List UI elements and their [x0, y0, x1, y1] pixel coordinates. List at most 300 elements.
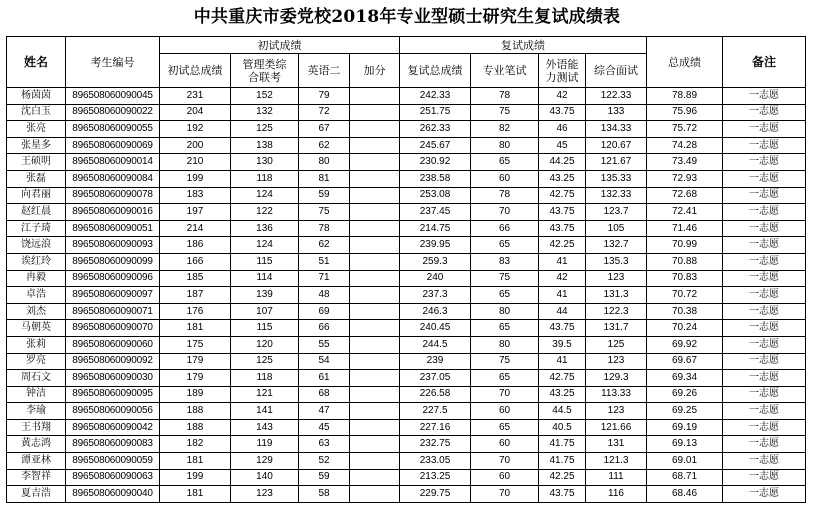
table-row	[7, 403, 806, 420]
written-cell: 70	[471, 486, 539, 503]
total-cell: 68.71	[647, 469, 723, 486]
english2-cell: 79	[299, 88, 350, 105]
bonus-cell	[350, 287, 400, 304]
exam-id-cell: 896508060090071	[66, 303, 160, 320]
written-cell: 60	[471, 436, 539, 453]
exam-id-cell: 896508060090051	[66, 220, 160, 237]
foreign-lang-cell: 43.25	[539, 170, 586, 187]
written-cell: 78	[471, 187, 539, 204]
total-cell: 70.99	[647, 237, 723, 254]
mgmt-joint-cell: 118	[231, 170, 299, 187]
mgmt-joint-cell: 122	[231, 204, 299, 221]
foreign-lang-cell: 45	[539, 137, 586, 154]
remark-cell: 一志愿	[723, 187, 806, 204]
foreign-lang-cell: 43.75	[539, 104, 586, 121]
english2-cell: 55	[299, 336, 350, 353]
foreign-lang-cell: 41	[539, 353, 586, 370]
remark-cell: 一志愿	[723, 303, 806, 320]
prelim-total-cell: 187	[160, 287, 231, 304]
table-row	[7, 187, 806, 204]
prelim-total-cell: 197	[160, 204, 231, 221]
remark-cell: 一志愿	[723, 170, 806, 187]
foreign-lang-cell: 46	[539, 121, 586, 138]
prelim-total-cell: 176	[160, 303, 231, 320]
written-cell: 65	[471, 237, 539, 254]
remark-cell: 一志愿	[723, 220, 806, 237]
prelim-total-cell: 204	[160, 104, 231, 121]
foreign-lang-cell: 42.75	[539, 187, 586, 204]
mgmt-joint-cell: 132	[231, 104, 299, 121]
english2-cell: 54	[299, 353, 350, 370]
written-cell: 70	[471, 453, 539, 470]
exam-id-cell: 896508060090063	[66, 469, 160, 486]
interview-cell: 121.3	[586, 453, 647, 470]
mgmt-joint-cell: 123	[231, 486, 299, 503]
english2-cell: 78	[299, 220, 350, 237]
prelim-total-cell: 231	[160, 88, 231, 105]
written-cell: 75	[471, 104, 539, 121]
table-row	[7, 253, 806, 270]
name-cell: 刘杰	[7, 303, 66, 320]
header-written: 专业笔试	[471, 54, 539, 88]
page-title: 中共重庆市委党校2018年专业型硕士研究生复试成绩表	[193, 7, 621, 27]
table-row	[7, 353, 806, 370]
remark-cell: 一志愿	[723, 204, 806, 221]
table-row	[7, 386, 806, 403]
exam-id-cell: 896508060090099	[66, 253, 160, 270]
exam-id-cell: 896508060090078	[66, 187, 160, 204]
bonus-cell	[350, 403, 400, 420]
header-remark: 备注	[723, 37, 806, 88]
interview-cell: 132.7	[586, 237, 647, 254]
table-row	[7, 469, 806, 486]
remark-cell: 一志愿	[723, 419, 806, 436]
total-cell: 72.41	[647, 204, 723, 221]
retest-total-cell: 227.5	[400, 403, 471, 420]
prelim-total-cell: 210	[160, 154, 231, 171]
total-cell: 69.67	[647, 353, 723, 370]
retest-total-cell: 251.75	[400, 104, 471, 121]
exam-id-cell: 896508060090060	[66, 336, 160, 353]
exam-id-cell: 896508060090092	[66, 353, 160, 370]
retest-total-cell: 213.25	[400, 469, 471, 486]
foreign-lang-cell: 41.75	[539, 436, 586, 453]
table-row	[7, 170, 806, 187]
exam-id-cell: 896508060090059	[66, 453, 160, 470]
header-bonus: 加分	[350, 54, 400, 88]
table-row	[7, 336, 806, 353]
remark-cell: 一志愿	[723, 453, 806, 470]
remark-cell: 一志愿	[723, 121, 806, 138]
retest-total-cell: 237.45	[400, 204, 471, 221]
retest-total-cell: 226.58	[400, 386, 471, 403]
total-cell: 69.01	[647, 453, 723, 470]
mgmt-joint-cell: 139	[231, 287, 299, 304]
table-row	[7, 486, 806, 503]
interview-cell: 122.3	[586, 303, 647, 320]
retest-total-cell: 238.58	[400, 170, 471, 187]
interview-cell: 125	[586, 336, 647, 353]
remark-cell: 一志愿	[723, 154, 806, 171]
bonus-cell	[350, 204, 400, 221]
total-cell: 69.13	[647, 436, 723, 453]
table-header	[7, 37, 806, 88]
total-cell: 70.72	[647, 287, 723, 304]
foreign-lang-cell: 39.5	[539, 336, 586, 353]
name-cell: 李智祥	[7, 469, 66, 486]
english2-cell: 69	[299, 303, 350, 320]
retest-total-cell: 240.45	[400, 320, 471, 337]
name-cell: 王书翔	[7, 419, 66, 436]
interview-cell: 105	[586, 220, 647, 237]
written-cell: 60	[471, 170, 539, 187]
interview-cell: 123	[586, 270, 647, 287]
interview-cell: 133	[586, 104, 647, 121]
prelim-total-cell: 181	[160, 486, 231, 503]
english2-cell: 71	[299, 270, 350, 287]
total-cell: 72.93	[647, 170, 723, 187]
remark-cell: 一志愿	[723, 370, 806, 387]
name-cell: 李瑜	[7, 403, 66, 420]
prelim-total-cell: 183	[160, 187, 231, 204]
interview-cell: 113.33	[586, 386, 647, 403]
english2-cell: 47	[299, 403, 350, 420]
exam-id-cell: 896508060090030	[66, 370, 160, 387]
mgmt-joint-cell: 121	[231, 386, 299, 403]
name-cell: 张亮	[7, 121, 66, 138]
foreign-lang-cell: 42.75	[539, 370, 586, 387]
exam-id-cell: 896508060090084	[66, 170, 160, 187]
prelim-total-cell: 199	[160, 170, 231, 187]
name-cell: 张磊	[7, 170, 66, 187]
total-cell: 70.88	[647, 253, 723, 270]
total-cell: 69.19	[647, 419, 723, 436]
table-row	[7, 370, 806, 387]
written-cell: 70	[471, 386, 539, 403]
exam-id-cell: 896508060090055	[66, 121, 160, 138]
name-cell: 诶红玲	[7, 253, 66, 270]
mgmt-joint-cell: 120	[231, 336, 299, 353]
retest-total-cell: 233.05	[400, 453, 471, 470]
foreign-lang-cell: 40.5	[539, 419, 586, 436]
bonus-cell	[350, 270, 400, 287]
retest-total-cell: 259.3	[400, 253, 471, 270]
english2-cell: 48	[299, 287, 350, 304]
bonus-cell	[350, 170, 400, 187]
header-total: 总成绩	[647, 37, 723, 88]
total-cell: 70.83	[647, 270, 723, 287]
bonus-cell	[350, 220, 400, 237]
english2-cell: 68	[299, 386, 350, 403]
bonus-cell	[350, 336, 400, 353]
table-row	[7, 104, 806, 121]
remark-cell: 一志愿	[723, 237, 806, 254]
bonus-cell	[350, 104, 400, 121]
bonus-cell	[350, 386, 400, 403]
foreign-lang-cell: 44	[539, 303, 586, 320]
table-body	[7, 88, 806, 503]
mgmt-joint-cell: 138	[231, 137, 299, 154]
english2-cell: 67	[299, 121, 350, 138]
header-interview: 综合面试	[586, 54, 647, 88]
interview-cell: 120.67	[586, 137, 647, 154]
bonus-cell	[350, 419, 400, 436]
retest-total-cell: 237.05	[400, 370, 471, 387]
remark-cell: 一志愿	[723, 253, 806, 270]
total-cell: 69.25	[647, 403, 723, 420]
prelim-total-cell: 188	[160, 419, 231, 436]
remark-cell: 一志愿	[723, 336, 806, 353]
total-cell: 70.24	[647, 320, 723, 337]
written-cell: 65	[471, 419, 539, 436]
english2-cell: 59	[299, 187, 350, 204]
exam-id-cell: 896508060090056	[66, 403, 160, 420]
remark-cell: 一志愿	[723, 403, 806, 420]
mgmt-joint-cell: 136	[231, 220, 299, 237]
interview-cell: 121.66	[586, 419, 647, 436]
mgmt-joint-cell: 125	[231, 121, 299, 138]
foreign-lang-cell: 43.75	[539, 220, 586, 237]
exam-id-cell: 896508060090083	[66, 436, 160, 453]
prelim-total-cell: 181	[160, 320, 231, 337]
bonus-cell	[350, 154, 400, 171]
table-row	[7, 436, 806, 453]
exam-id-cell: 896508060090040	[66, 486, 160, 503]
total-cell: 69.26	[647, 386, 723, 403]
written-cell: 65	[471, 154, 539, 171]
name-cell: 杨茵茵	[7, 88, 66, 105]
exam-id-cell: 896508060090042	[66, 419, 160, 436]
retest-total-cell: 227.16	[400, 419, 471, 436]
written-cell: 82	[471, 121, 539, 138]
retest-total-cell: 244.5	[400, 336, 471, 353]
exam-id-cell: 896508060090070	[66, 320, 160, 337]
written-cell: 70	[471, 204, 539, 221]
exam-id-cell: 896508060090016	[66, 204, 160, 221]
mgmt-joint-cell: 152	[231, 88, 299, 105]
bonus-cell	[350, 88, 400, 105]
foreign-lang-cell: 43.75	[539, 204, 586, 221]
table-row	[7, 137, 806, 154]
table-row	[7, 237, 806, 254]
bonus-cell	[350, 469, 400, 486]
foreign-lang-cell: 41	[539, 287, 586, 304]
mgmt-joint-cell: 107	[231, 303, 299, 320]
exam-id-cell: 896508060090096	[66, 270, 160, 287]
total-cell: 74.28	[647, 137, 723, 154]
mgmt-joint-cell: 114	[231, 270, 299, 287]
interview-cell: 131.7	[586, 320, 647, 337]
table-row	[7, 453, 806, 470]
header-name: 姓名	[7, 37, 66, 88]
total-cell: 69.92	[647, 336, 723, 353]
total-cell: 68.46	[647, 486, 723, 503]
table-row	[7, 88, 806, 105]
foreign-lang-cell: 44.5	[539, 403, 586, 420]
written-cell: 65	[471, 320, 539, 337]
bonus-cell	[350, 137, 400, 154]
interview-cell: 122.33	[586, 88, 647, 105]
remark-cell: 一志愿	[723, 436, 806, 453]
name-cell: 周石文	[7, 370, 66, 387]
name-cell: 冉毅	[7, 270, 66, 287]
remark-cell: 一志愿	[723, 386, 806, 403]
bonus-cell	[350, 237, 400, 254]
total-cell: 69.34	[647, 370, 723, 387]
remark-cell: 一志愿	[723, 469, 806, 486]
table-row	[7, 419, 806, 436]
total-cell: 75.96	[647, 104, 723, 121]
name-cell: 张星多	[7, 137, 66, 154]
retest-total-cell: 237.3	[400, 287, 471, 304]
retest-total-cell: 253.08	[400, 187, 471, 204]
english2-cell: 75	[299, 204, 350, 221]
english2-cell: 45	[299, 419, 350, 436]
exam-id-cell: 896508060090069	[66, 137, 160, 154]
table-row	[7, 287, 806, 304]
english2-cell: 52	[299, 453, 350, 470]
name-cell: 江子琦	[7, 220, 66, 237]
english2-cell: 58	[299, 486, 350, 503]
remark-cell: 一志愿	[723, 287, 806, 304]
name-cell: 罗亮	[7, 353, 66, 370]
prelim-total-cell: 199	[160, 469, 231, 486]
bonus-cell	[350, 453, 400, 470]
retest-total-cell: 214.75	[400, 220, 471, 237]
table-row	[7, 220, 806, 237]
interview-cell: 131.3	[586, 287, 647, 304]
score-table	[6, 36, 806, 503]
mgmt-joint-cell: 140	[231, 469, 299, 486]
bonus-cell	[350, 436, 400, 453]
mgmt-joint-cell: 143	[231, 419, 299, 436]
header-prelim-group: 初试成绩	[160, 37, 400, 54]
foreign-lang-cell: 42	[539, 270, 586, 287]
mgmt-joint-cell: 125	[231, 353, 299, 370]
written-cell: 60	[471, 403, 539, 420]
english2-cell: 81	[299, 170, 350, 187]
bonus-cell	[350, 370, 400, 387]
english2-cell: 59	[299, 469, 350, 486]
prelim-total-cell: 179	[160, 353, 231, 370]
prelim-total-cell: 175	[160, 336, 231, 353]
remark-cell: 一志愿	[723, 88, 806, 105]
name-cell: 沈白玉	[7, 104, 66, 121]
remark-cell: 一志愿	[723, 320, 806, 337]
bonus-cell	[350, 253, 400, 270]
bonus-cell	[350, 320, 400, 337]
name-cell: 饶远浪	[7, 237, 66, 254]
english2-cell: 72	[299, 104, 350, 121]
interview-cell: 123	[586, 353, 647, 370]
total-cell: 71.46	[647, 220, 723, 237]
prelim-total-cell: 192	[160, 121, 231, 138]
header-exam-id: 考生编号	[66, 37, 160, 88]
name-cell: 夏吉浩	[7, 486, 66, 503]
written-cell: 80	[471, 303, 539, 320]
english2-cell: 66	[299, 320, 350, 337]
english2-cell: 51	[299, 253, 350, 270]
table-row	[7, 270, 806, 287]
exam-id-cell: 896508060090022	[66, 104, 160, 121]
interview-cell: 132.33	[586, 187, 647, 204]
header-english2: 英语二	[299, 54, 350, 88]
name-cell: 王硕明	[7, 154, 66, 171]
interview-cell: 123	[586, 403, 647, 420]
header-retest-total: 复试总成绩	[400, 54, 471, 88]
remark-cell: 一志愿	[723, 270, 806, 287]
header-retest-group: 复试成绩	[400, 37, 647, 54]
table-row	[7, 204, 806, 221]
prelim-total-cell: 189	[160, 386, 231, 403]
bonus-cell	[350, 303, 400, 320]
interview-cell: 123.7	[586, 204, 647, 221]
foreign-lang-cell: 43.75	[539, 320, 586, 337]
retest-total-cell: 239	[400, 353, 471, 370]
exam-id-cell: 896508060090095	[66, 386, 160, 403]
exam-id-cell: 896508060090045	[66, 88, 160, 105]
mgmt-joint-cell: 124	[231, 237, 299, 254]
table-row	[7, 121, 806, 138]
exam-id-cell: 896508060090093	[66, 237, 160, 254]
retest-total-cell: 232.75	[400, 436, 471, 453]
foreign-lang-cell: 42.25	[539, 237, 586, 254]
written-cell: 66	[471, 220, 539, 237]
retest-total-cell: 230.92	[400, 154, 471, 171]
interview-cell: 131	[586, 436, 647, 453]
name-cell: 钟洁	[7, 386, 66, 403]
interview-cell: 134.33	[586, 121, 647, 138]
total-cell: 78.89	[647, 88, 723, 105]
name-cell: 向君丽	[7, 187, 66, 204]
prelim-total-cell: 179	[160, 370, 231, 387]
name-cell: 马朝英	[7, 320, 66, 337]
total-cell: 73.49	[647, 154, 723, 171]
remark-cell: 一志愿	[723, 104, 806, 121]
interview-cell: 111	[586, 469, 647, 486]
english2-cell: 62	[299, 237, 350, 254]
retest-total-cell: 242.33	[400, 88, 471, 105]
foreign-lang-cell: 43.75	[539, 486, 586, 503]
retest-total-cell: 245.67	[400, 137, 471, 154]
written-cell: 65	[471, 287, 539, 304]
foreign-lang-cell: 41.75	[539, 453, 586, 470]
name-cell: 卓浩	[7, 287, 66, 304]
prelim-total-cell: 200	[160, 137, 231, 154]
header-mgmt-joint: 管理类综合联考	[231, 54, 299, 88]
exam-id-cell: 896508060090097	[66, 287, 160, 304]
prelim-total-cell: 186	[160, 237, 231, 254]
bonus-cell	[350, 486, 400, 503]
mgmt-joint-cell: 124	[231, 187, 299, 204]
foreign-lang-cell: 41	[539, 253, 586, 270]
interview-cell: 129.3	[586, 370, 647, 387]
total-cell: 70.38	[647, 303, 723, 320]
written-cell: 80	[471, 336, 539, 353]
name-cell: 张莉	[7, 336, 66, 353]
english2-cell: 63	[299, 436, 350, 453]
table-row	[7, 320, 806, 337]
bonus-cell	[350, 187, 400, 204]
foreign-lang-cell: 42.25	[539, 469, 586, 486]
remark-cell: 一志愿	[723, 486, 806, 503]
bonus-cell	[350, 353, 400, 370]
mgmt-joint-cell: 118	[231, 370, 299, 387]
retest-total-cell: 239.95	[400, 237, 471, 254]
interview-cell: 121.67	[586, 154, 647, 171]
retest-total-cell: 229.75	[400, 486, 471, 503]
mgmt-joint-cell: 141	[231, 403, 299, 420]
